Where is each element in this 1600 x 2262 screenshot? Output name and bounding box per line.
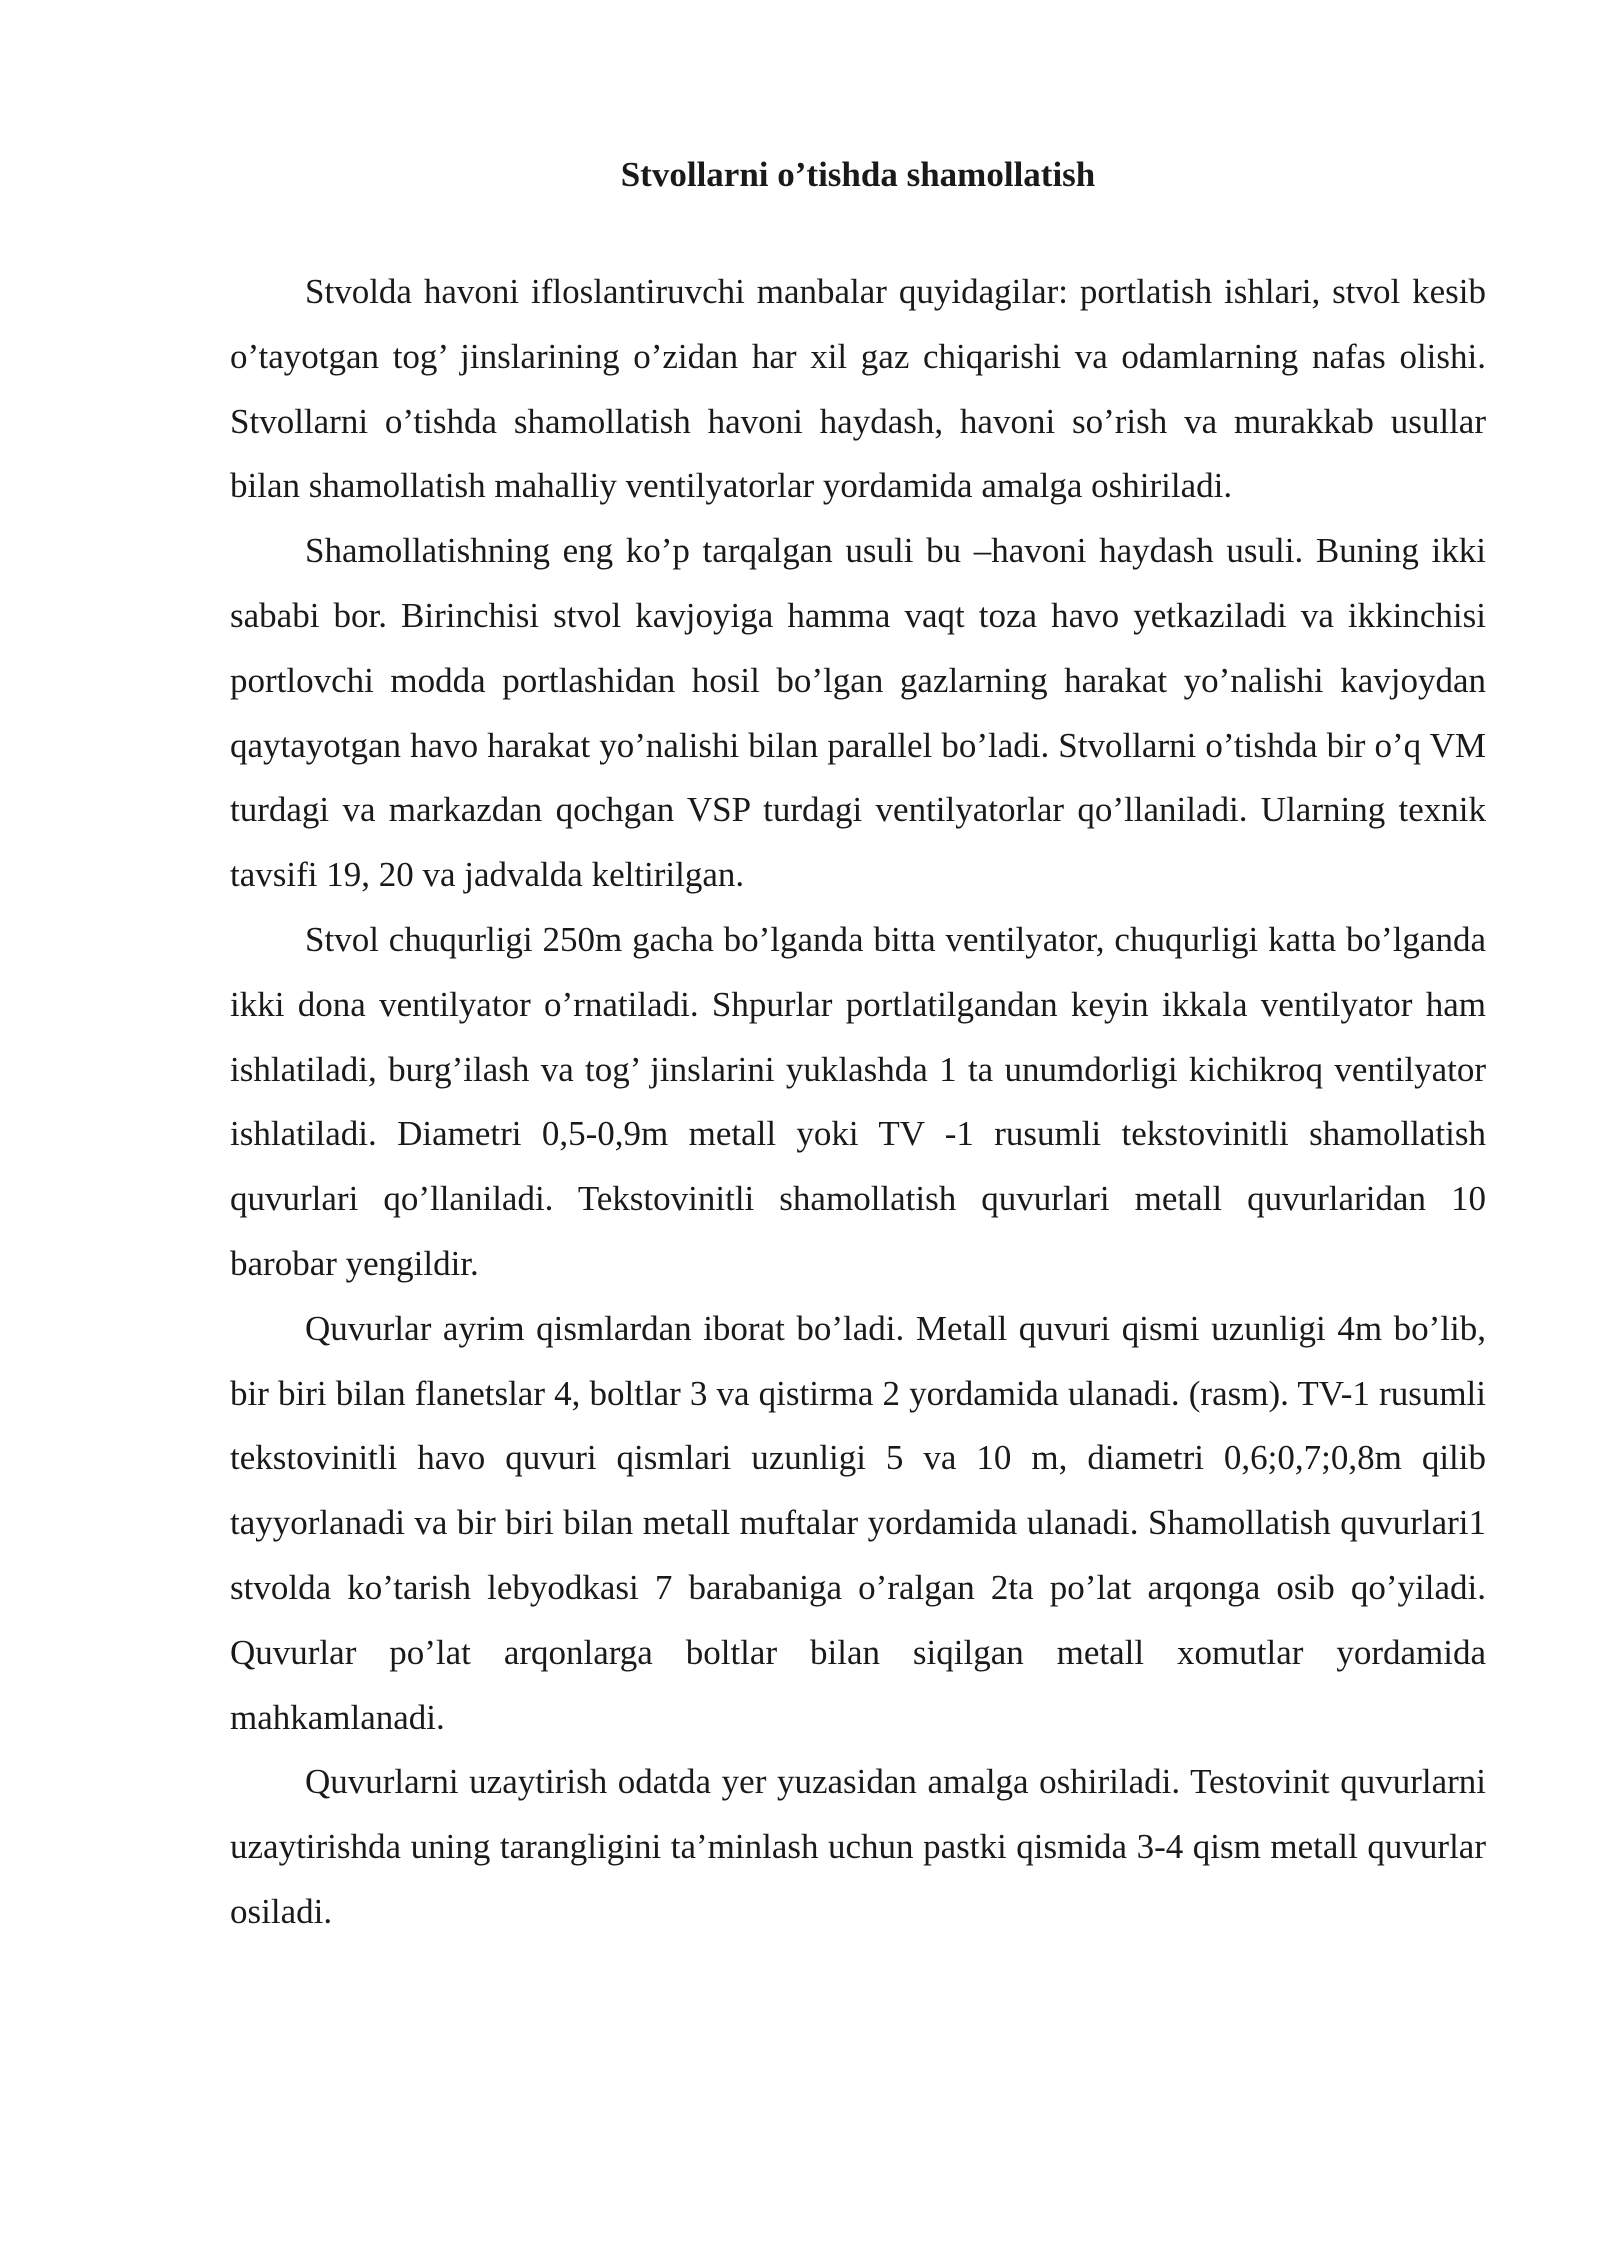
paragraph-2: Shamollatishning eng ko’p tarqalgan usuli bu –havoni haydash usuli. Buning ikki sababi bor. Birinchisi stvol kavjoyiga hamma vaqt toza havo yetkaziladi va ikkinchisi portlovchi modda portlashidan hosil bo’lgan gazlarning harakat yo’nalishi kavjoydan qaytayotgan havo harakat yo’nalishi bilan parallel bo’ladi. Stvollarni o’tishda bir o’q VM turdagi va markazdan qochgan VSP turdagi ventilyatorlar qo’llaniladi. Ularning texnik tavsifi 19, 20 va jadvalda keltirilgan. [230, 531, 1486, 895]
paragraph-1: Stvolda havoni ifloslantiruvchi manbalar quyidagilar: portlatish ishlari, stvol kesib o’tayotgan tog’ jinslarining o’zidan har xil gaz chiqarishi va odamlarning nafas olishi. Stvollarni o’tishda shamollatish havoni haydash, havoni so’rish va murakkab usullar bilan shamollatish mahalliy ventilyatorlar yordamida amalga oshiriladi. [230, 272, 1486, 506]
paragraph-5: Quvurlarni uzaytirish odatda yer yuzasidan amalga oshiriladi. Testovinit quvurlarni uzaytirishda uning tarangligini ta’minlash uchun pastki qismida 3-4 qism metall quvurlar osiladi. [230, 1762, 1486, 1931]
paragraph-3: Stvol chuqurligi 250m gacha bo’lganda bitta ventilyator, chuqurligi katta bo’lganda ikki dona ventilyator o’rnatiladi. Shpurlar portlatilgandan keyin ikkala ventilyator ham ishlatiladi, burg’ilash va tog’ jinslarini yuklashda 1 ta unumdorligi kichikroq ventilyator ishlatiladi. Diametri 0,5-0,9m metall yoki TV -1 rusumli tekstovinitli shamollatish quvurlari qo’llaniladi. Tekstovinitli shamollatish quvurlari metall quvurlaridan 10 barobar yengildir. [230, 919, 1486, 1283]
document-body [230, 140, 1486, 1945]
paragraph-4: Quvurlar ayrim qismlardan iborat bo’ladi. Metall quvuri qismi uzunligi 4m bo’lib, bir biri bilan flanetslar 4, boltlar 3 va qistirma 2 yordamida ulanadi. (rasm). TV-1 rusumli tekstovinitli havo quvuri qismlari uzunligi 5 va 10 m, diametri 0,6;0,7;0,8m qilib tayyorlanadi va bir biri bilan metall muftalar yordamida ulanadi. Shamollatish quvurlari1 stvolda ko’tarish lebyodkasi 7 barabaniga o’ralgan 2ta po’lat arqonga osib qo’yiladi. Quvurlar po’lat arqonlarga boltlar bilan siqilgan metall xomutlar yordamida mahkamlanadi. [230, 1308, 1486, 1737]
document-title: Stvollarni o’tishda shamollatish [620, 155, 1096, 194]
